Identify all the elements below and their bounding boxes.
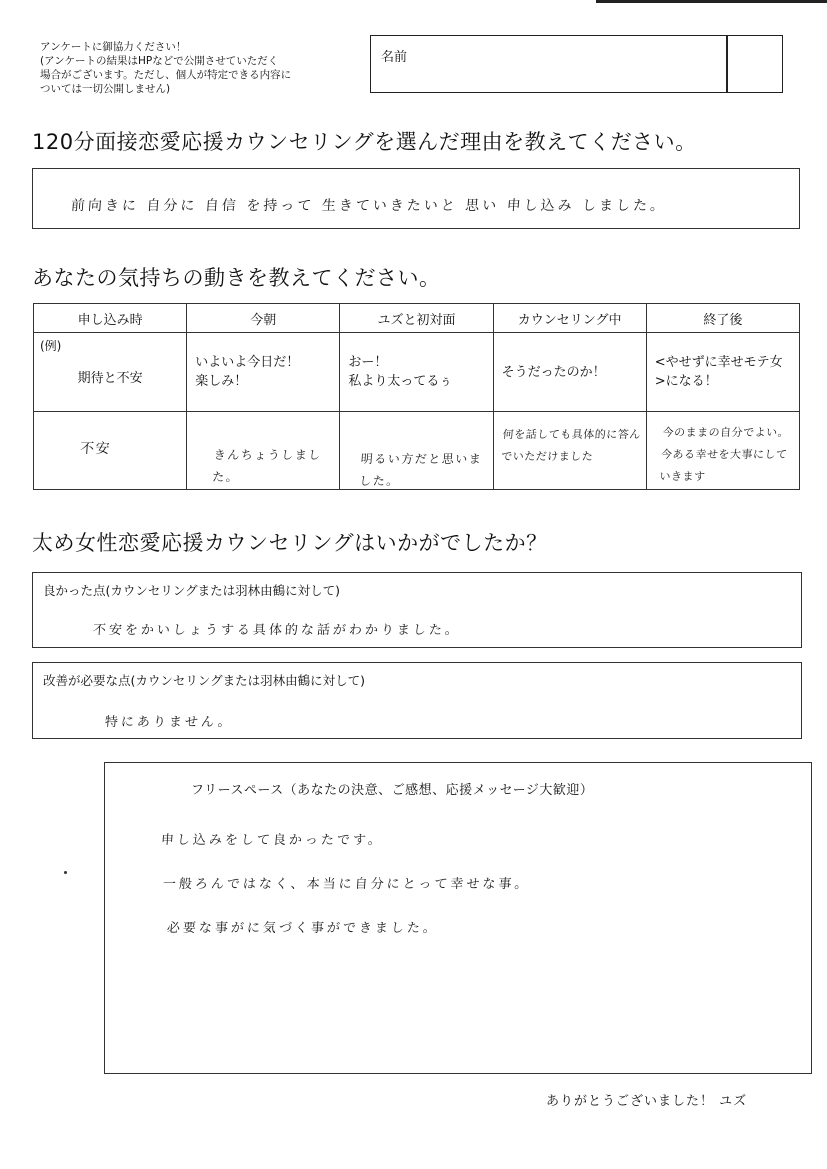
survey-notice <box>40 40 370 96</box>
example-label: (例) <box>40 339 62 353</box>
question-feelings-heading: あなたの気持ちの動きを教えてください。 <box>32 266 441 290</box>
free-space-box <box>104 762 812 1074</box>
column-header: カウンセリング中 <box>493 304 646 333</box>
example-row <box>34 333 800 412</box>
feelings-table <box>33 303 800 490</box>
column-header: 今朝 <box>187 304 340 333</box>
answer-text: 不安 <box>79 441 112 457</box>
improvement-box <box>32 662 802 739</box>
answer-cell[interactable] <box>187 412 340 490</box>
example-text: 期待と不安 <box>77 370 143 386</box>
example-cell <box>493 333 646 412</box>
free-space-line: 申し込みをして良かったです。 <box>160 833 385 848</box>
example-cell <box>340 333 493 412</box>
answer-row <box>34 412 800 490</box>
name-field-divider <box>726 36 728 92</box>
notice-line: 場合がございます。ただし、個人が特定できる内容に <box>40 69 292 81</box>
top-edge-line <box>596 0 827 3</box>
example-text: そうだったのか！ <box>501 364 606 380</box>
question-reason-heading: 120分面接恋愛応援カウンセリングを選んだ理由を教えてください。 <box>32 130 697 154</box>
good-points-box <box>32 572 802 648</box>
example-cell <box>34 333 187 412</box>
reason-answer-box <box>32 168 800 229</box>
example-cell <box>187 333 340 412</box>
free-space-title: フリースペース（あなたの決意、ご感想、応援メッセージ大歓迎） <box>191 783 594 798</box>
example-cell <box>646 333 799 412</box>
notice-line: (アンケートの結果はHPなどで公開させていただく <box>40 55 279 67</box>
example-text: <やせずに幸せモテ女>になる！ <box>654 355 783 389</box>
answer-text: 明るい方だと思いました。 <box>359 452 484 488</box>
reason-answer: 前向きに 自分に 自信 を持って 生きていきたいと 思い 申し込み しました。 <box>70 198 668 214</box>
example-text: おー！ 私より太ってるぅ <box>348 355 453 389</box>
notice-line: アンケートに御協力ください！ <box>40 41 187 53</box>
free-space-line: 必要な事がに気づく事ができました。 <box>166 921 440 936</box>
notice-line: ついては一切公開しません) <box>40 83 171 95</box>
good-points-label: 良かった点(カウンセリングまたは羽林由鶴に対して) <box>43 583 341 598</box>
column-header: ユズと初対面 <box>340 304 493 333</box>
answer-cell[interactable] <box>340 412 493 490</box>
good-points-answer: 不安をかいしょうする具体的な話がわかりました。 <box>92 623 462 638</box>
answer-cell[interactable] <box>34 412 187 490</box>
improvement-label: 改善が必要な点(カウンセリングまたは羽林由鶴に対して) <box>43 673 366 688</box>
example-text: いよいよ今日だ！ 楽しみ！ <box>195 355 300 389</box>
question-evaluation-heading: 太め女性恋愛応援カウンセリングはいかがでしたか？ <box>32 531 548 555</box>
column-header: 申し込み時 <box>34 304 187 333</box>
free-space-line: 一般ろんではなく、本当に自分にとって幸せな事。 <box>162 877 531 892</box>
closing-message: ありがとうございました！ ユズ <box>546 1094 748 1109</box>
stray-mark <box>64 871 67 874</box>
name-field[interactable] <box>370 35 783 93</box>
column-header: 終了後 <box>646 304 799 333</box>
answer-text: 何を話しても具体的に答んでいただけました <box>500 428 641 463</box>
answer-text: きんちょうしました。 <box>211 448 323 484</box>
answer-cell[interactable] <box>646 412 799 490</box>
answer-cell[interactable] <box>493 412 646 490</box>
answer-text: 今のままの自分でよい。今ある幸せを大事にしていきます <box>658 426 790 483</box>
name-field-label: 名前 <box>381 50 408 65</box>
improvement-answer: 特にありません。 <box>104 715 235 730</box>
